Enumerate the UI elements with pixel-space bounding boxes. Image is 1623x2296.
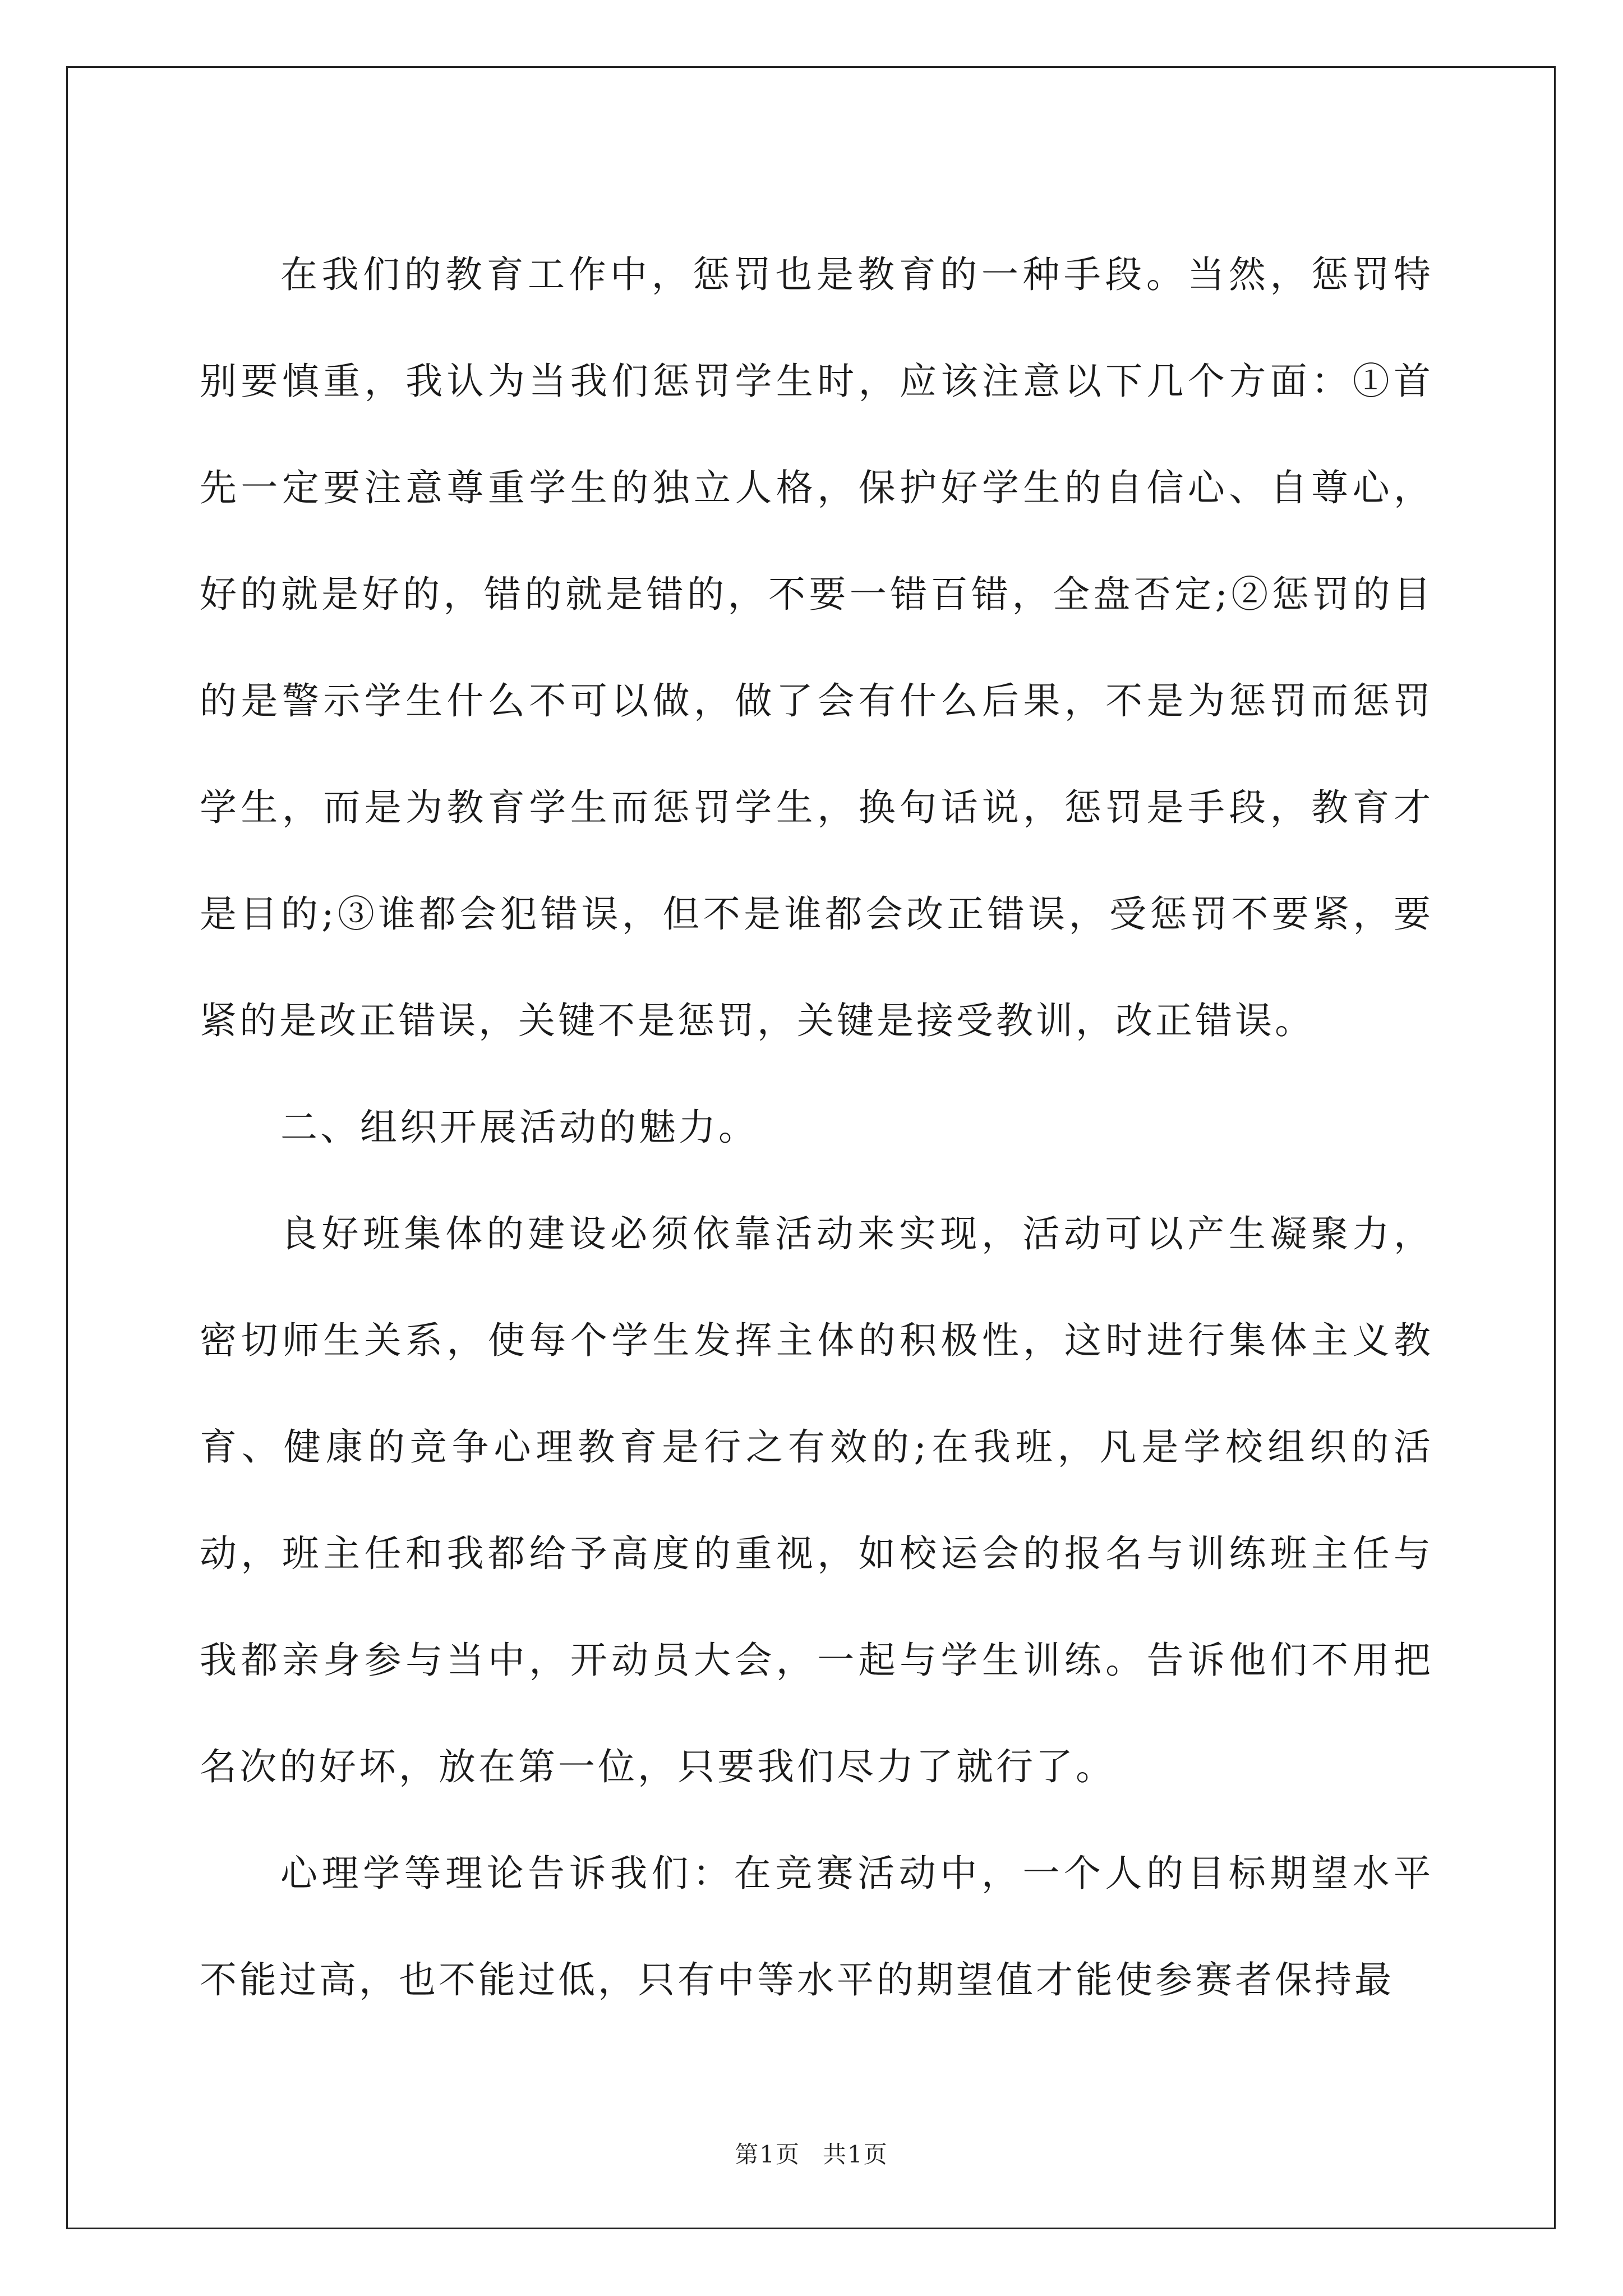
page-footer <box>0 2136 1623 2170</box>
document-body <box>200 222 1433 2033</box>
paragraph-punishment: 在我们的教育工作中，惩罚也是教育的一种手段。当然，惩罚特别要慎重，我认为当我们惩罚学生时，应该注意以下几个方面：①首先一定要注意尊重学生的独立人格，保护好学生的自信心、自尊心，好的就是好的，错的就是错的，不要一错百错，全盘否定;②惩罚的目的是警示学生什么不可以做，做了会有什么后果，不是为惩罚而惩罚学生，而是为教育学生而惩罚学生，换句话说，惩罚是手段，教育才是目的;③谁都会犯错误，但不是谁都会改正错误，受惩罚不要紧，要紧的是改正错误，关键不是惩罚，关键是接受教训，改正错误。 <box>200 253 1433 1042</box>
page-number: 第1页 <box>735 2141 800 2168</box>
paragraph-class-activities: 良好班集体的建设必须依靠活动来实现，活动可以产生凝聚力，密切师生关系，使每个学生发挥主体的积极性，这时进行集体主义教育、健康的竞争心理教育是行之有效的;在我班，凡是学校组织的活动，班主任和我都给予高度的重视，如校运会的报名与训练班主任与我都亲身参与当中，开动员大会，一起与学生训练。告诉他们不用把名次的好坏，放在第一位，只要我们尽力了就行了。 <box>200 1212 1433 1788</box>
section-heading-activities: 二、组织开展活动的魅力。 <box>280 1106 758 1149</box>
paragraph-psychology: 心理学等理论告诉我们：在竞赛活动中，一个人的目标期望水平不能过高，也不能过低，只有中等水平的期望值才能使参赛者保持最 <box>200 1852 1433 2001</box>
page-total: 共1页 <box>823 2141 888 2168</box>
